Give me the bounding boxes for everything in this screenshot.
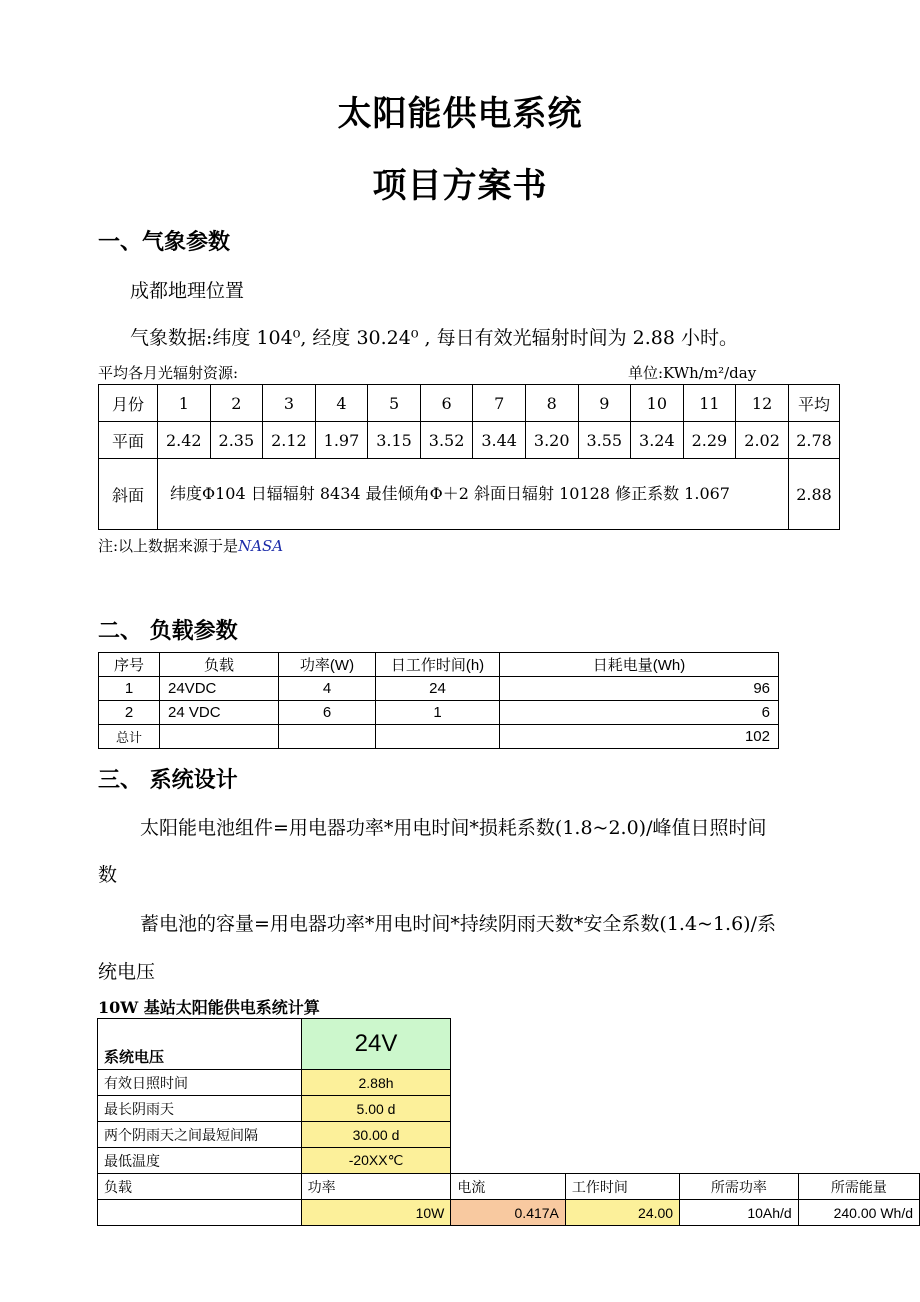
flat-cell: 3.24 [631, 422, 684, 459]
calc-table [97, 1018, 920, 1226]
section2-heading: 二、 负载参数 [98, 619, 238, 644]
load-cell: 24 VDC [160, 701, 279, 725]
location-text: 成都地理位置 [130, 280, 245, 302]
param-value: 30.00 d [301, 1122, 451, 1148]
param-value: 5.00 d [301, 1096, 451, 1122]
header-cell: 7 [473, 385, 526, 422]
tilt-note: 纬度Φ104 日辐辐射 8434 最佳倾角Φ＋2 斜面日辐射 10128 修正系数 1.067 [158, 459, 789, 530]
system-voltage-row [98, 1019, 920, 1070]
flat-cell: 1.97 [315, 422, 368, 459]
empty-cell [376, 725, 500, 749]
param-label: 两个阴雨天之间最短间隔 [98, 1122, 302, 1148]
system-voltage-value: 24V [301, 1019, 451, 1070]
system-voltage-label: 系统电压 [98, 1019, 302, 1070]
flat-cell: 3.20 [525, 422, 578, 459]
calc-header-cell: 电流 [451, 1174, 565, 1200]
formula1-line1: 太阳能电池组件=用电器功率*用电时间*损耗系数(1.8~2.0)/峰值日照时间 [140, 817, 767, 839]
header-cell: 11 [683, 385, 736, 422]
header-cell: 6 [420, 385, 473, 422]
empty-cell [279, 725, 376, 749]
calc-header-cell: 所需功率 [680, 1174, 799, 1200]
calc-required-power-cell: 10Ah/d [680, 1200, 799, 1226]
param-label: 最长阴雨天 [98, 1096, 302, 1122]
section3-heading: 三、 系统设计 [98, 768, 238, 793]
load-cell: 24 [376, 677, 500, 701]
source-note [98, 535, 283, 556]
header-cell: 8 [525, 385, 578, 422]
load-cell: 4 [279, 677, 376, 701]
flat-cell: 2.02 [736, 422, 789, 459]
load-header-cell: 日耗电量(Wh) [500, 653, 779, 677]
doc-title-line1: 太阳能供电系统 [337, 94, 583, 134]
header-cell: 2 [210, 385, 263, 422]
flat-cell: 平面 [99, 422, 158, 459]
tilt-average: 2.88 [789, 459, 840, 530]
flat-cell: 2.78 [789, 422, 840, 459]
source-name: NASA [238, 537, 284, 555]
irradiation-header-row [99, 385, 840, 422]
flat-cell: 3.55 [578, 422, 631, 459]
header-cell: 9 [578, 385, 631, 422]
calc-cell [98, 1200, 302, 1226]
load-cell: 6 [500, 701, 779, 725]
param-value: 2.88h [301, 1070, 451, 1096]
flat-cell: 3.15 [368, 422, 421, 459]
load-total-row [99, 725, 779, 749]
tilt-label: 斜面 [99, 459, 158, 530]
flat-cell: 2.12 [263, 422, 316, 459]
header-cell: 月份 [99, 385, 158, 422]
param-row [98, 1070, 920, 1096]
flat-cell: 2.35 [210, 422, 263, 459]
load-header-cell: 功率(W) [279, 653, 376, 677]
formula1-line2: 数 [98, 864, 118, 886]
total-value: 102 [500, 725, 779, 749]
calc-current-cell: 0.417A [451, 1200, 565, 1226]
header-cell: 1 [158, 385, 211, 422]
calc-header-cell: 功率 [301, 1174, 451, 1200]
calc-load-row [98, 1200, 920, 1226]
load-cell: 1 [376, 701, 500, 725]
param-row [98, 1122, 920, 1148]
empty-cell [160, 725, 279, 749]
flat-cell: 2.42 [158, 422, 211, 459]
calc-required-energy-cell: 240.00 Wh/d [798, 1200, 919, 1226]
param-label: 最低温度 [98, 1148, 302, 1174]
formula2-line1: 蓄电池的容量=用电器功率*用电时间*持续阴雨天数*安全系数(1.4~1.6)/系 [140, 913, 777, 935]
table-row [99, 677, 779, 701]
unit-label: 单位:KWh/m²/day [628, 364, 757, 382]
header-cell: 平均 [789, 385, 840, 422]
header-cell: 12 [736, 385, 789, 422]
flat-cell: 2.29 [683, 422, 736, 459]
calc-hours-cell: 24.00 [565, 1200, 679, 1226]
load-cell: 6 [279, 701, 376, 725]
param-row [98, 1096, 920, 1122]
calc-power-cell: 10W [301, 1200, 451, 1226]
formula2-line2: 统电压 [98, 961, 156, 983]
source-note-text: 注:以上数据来源于是 [98, 537, 239, 555]
doc-title-line2: 项目方案书 [372, 166, 548, 206]
calc-load-header-row [98, 1174, 920, 1200]
irradiation-tilt-row [99, 459, 840, 530]
load-header-cell: 日工作时间(h) [376, 653, 500, 677]
header-cell: 10 [631, 385, 684, 422]
load-table [98, 652, 779, 749]
load-cell: 1 [99, 677, 160, 701]
header-cell: 5 [368, 385, 421, 422]
irradiation-flat-row [99, 422, 840, 459]
flat-cell: 3.44 [473, 422, 526, 459]
load-header-row [99, 653, 779, 677]
header-cell: 3 [263, 385, 316, 422]
header-cell: 4 [315, 385, 368, 422]
calc-header-cell: 所需能量 [798, 1174, 919, 1200]
param-label: 有效日照时间 [98, 1070, 302, 1096]
section1-heading: 一、气象参数 [98, 230, 231, 255]
calc-header-cell: 负载 [98, 1174, 302, 1200]
load-header-cell: 序号 [99, 653, 160, 677]
calc-title: 10W 基站太阳能供电系统计算 [98, 998, 320, 1017]
total-label: 总计 [99, 725, 160, 749]
param-row [98, 1148, 920, 1174]
irradiation-table [98, 384, 840, 530]
weather-text: 气象数据:纬度 104⁰, 经度 30.24⁰ , 每日有效光辐射时间为 2.88 小时。 [130, 327, 738, 349]
param-value: -20XX℃ [301, 1148, 451, 1174]
load-cell: 2 [99, 701, 160, 725]
load-cell: 96 [500, 677, 779, 701]
load-header-cell: 负载 [160, 653, 279, 677]
table-row [99, 701, 779, 725]
load-cell: 24VDC [160, 677, 279, 701]
table-caption: 平均各月光辐射资源: [98, 364, 239, 382]
calc-header-cell: 工作时间 [565, 1174, 679, 1200]
flat-cell: 3.52 [420, 422, 473, 459]
